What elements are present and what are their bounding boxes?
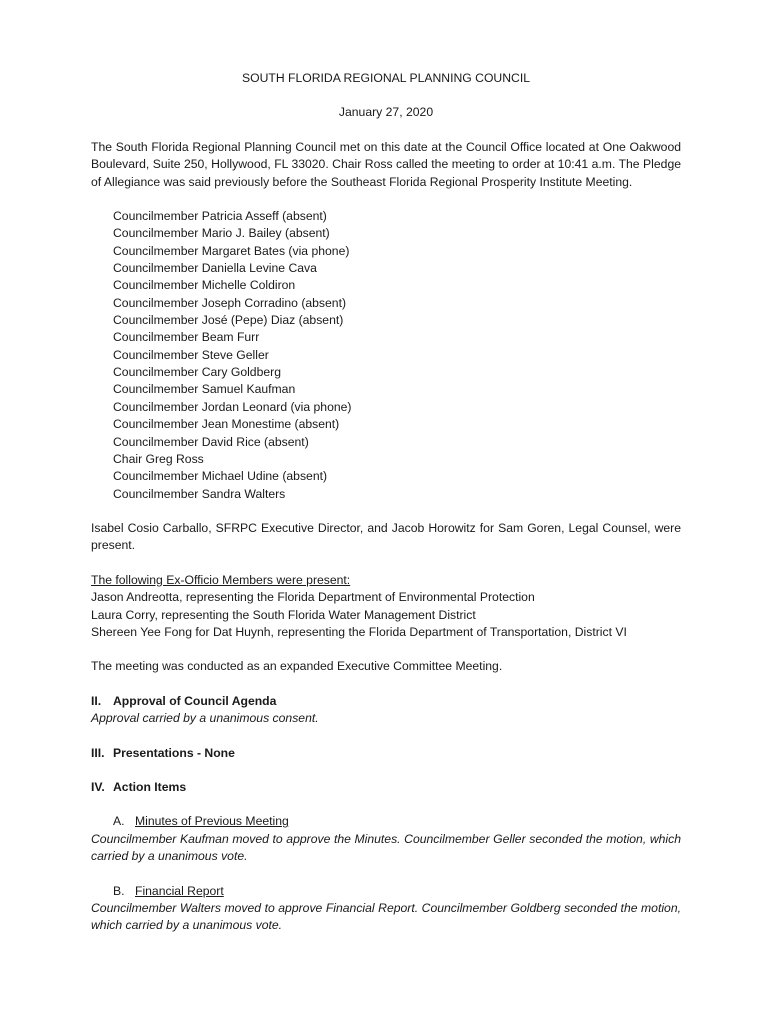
meeting-note: The meeting was conducted as an expanded Executive Committee Meeting. [91, 659, 503, 674]
document-title: SOUTH FLORIDA REGIONAL PLANNING COUNCIL [241, 71, 531, 85]
section-approval-agenda [91, 693, 681, 728]
section-heading [91, 745, 681, 762]
list-item: Chair Greg Ross [113, 451, 204, 466]
list-item: Councilmember Samuel Kaufman [113, 382, 296, 397]
section-action-items [91, 779, 681, 796]
exofficio-line: Jason Andreotta, representing the Florida Department of Environmental Protection [91, 590, 535, 605]
item-title: Financial Report [135, 883, 224, 898]
section-title: Approval of Council Agenda [113, 693, 277, 708]
section-title: Action Items [113, 779, 187, 794]
list-item: Councilmember Michael Udine (absent) [113, 469, 328, 484]
section-number: III. [91, 745, 105, 760]
item-minutes [91, 813, 681, 865]
list-item: Councilmember Michelle Coldiron [113, 278, 296, 293]
exofficio-line: Laura Corry, representing the South Florida Water Management District [91, 607, 476, 622]
list-item: Councilmember David Rice (absent) [113, 434, 309, 449]
section-number: IV. [91, 779, 105, 794]
item-motion: Councilmember Walters moved to approve Financial Report. Councilmember Goldberg seconded the motion, which carried by a unanimous vote. [91, 900, 681, 933]
item-letter: A. [113, 814, 125, 829]
section-presentations [91, 745, 681, 762]
item-letter: B. [113, 883, 125, 898]
item-heading [113, 813, 681, 830]
exofficio-block [91, 572, 681, 642]
exofficio-line: Shereen Yee Fong for Dat Huynh, representing the Florida Department of Transportation, District VI [91, 624, 627, 639]
exofficio-heading: The following Ex-Officio Members were present: [91, 572, 351, 587]
list-item: Councilmember Patricia Asseff (absent) [113, 209, 327, 224]
list-item: Councilmember Daniella Levine Cava [113, 261, 317, 276]
section-heading [91, 779, 681, 796]
list-item: Councilmember Steve Geller [113, 347, 269, 362]
item-financial-report [91, 883, 681, 935]
section-heading [91, 693, 681, 710]
list-item: Councilmember Jean Monestime (absent) [113, 417, 340, 432]
list-item: Councilmember Margaret Bates (via phone) [113, 243, 350, 258]
section-number: II. [91, 693, 102, 708]
list-item: Councilmember Sandra Walters [113, 486, 286, 501]
list-item: Councilmember Beam Furr [113, 330, 260, 345]
member-list [91, 208, 681, 503]
document-page [91, 70, 681, 952]
staff-paragraph: Isabel Cosio Carballo, SFRPC Executive Director, and Jacob Horowitz for Sam Goren, Legal Counsel, were present. [91, 520, 681, 553]
list-item: Councilmember Cary Goldberg [113, 365, 281, 380]
list-item: Councilmember Joseph Corradino (absent) [113, 295, 347, 310]
item-heading [113, 883, 681, 900]
section-title: Presentations - None [113, 745, 235, 760]
list-item: Councilmember Mario J. Bailey (absent) [113, 226, 330, 241]
item-motion: Councilmember Kaufman moved to approve the Minutes. Councilmember Geller seconded the motion, which carried by a unanimous vote. [91, 831, 681, 864]
section-body: Approval carried by a unanimous consent. [91, 711, 319, 726]
intro-paragraph: The South Florida Regional Planning Council met on this date at the Council Office located at One Oakwood Boulevard, Suite 250, Hollywood, FL 33020. Chair Ross called the meeting to order at 10:41 a.m. The Pledge of Allegiance was said previously before the Southeast Florida Regional Prosperity Institute Meeting. [91, 139, 681, 189]
list-item: Councilmember Jordan Leonard (via phone) [113, 399, 352, 414]
item-title: Minutes of Previous Meeting [135, 814, 289, 829]
meeting-date: January 27, 2020 [338, 105, 434, 120]
list-item: Councilmember José (Pepe) Diaz (absent) [113, 313, 344, 328]
